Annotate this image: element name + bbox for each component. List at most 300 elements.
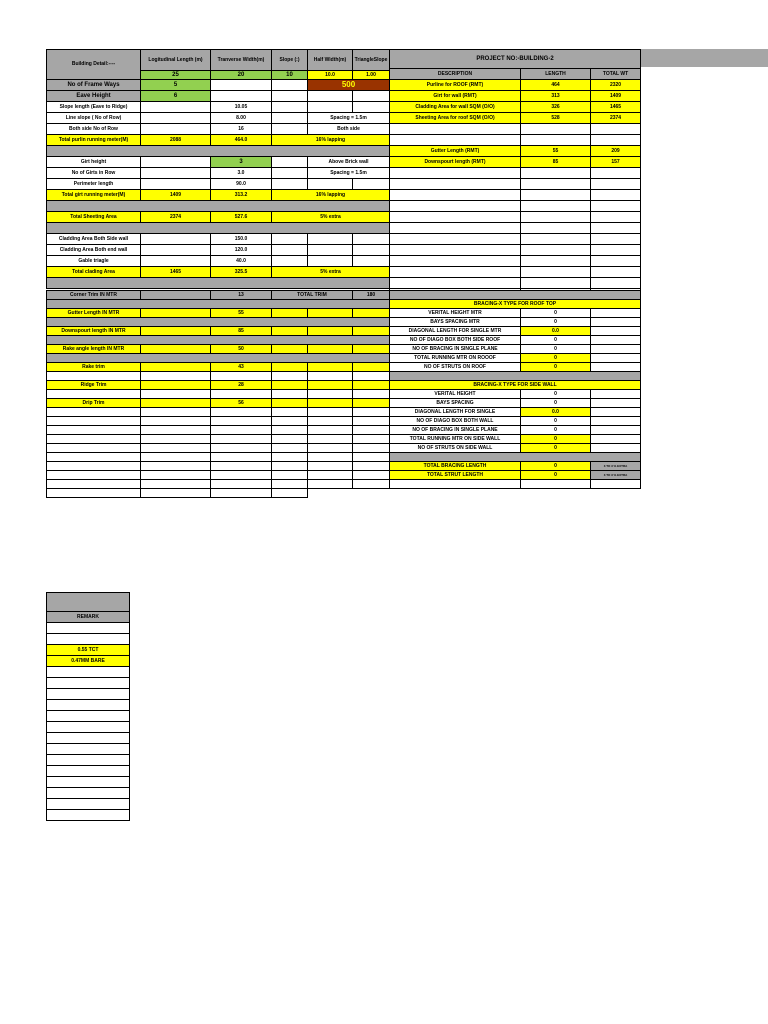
cell[interactable]: [521, 135, 591, 146]
cell[interactable]: [521, 480, 591, 489]
cell[interactable]: [591, 212, 641, 223]
cell[interactable]: [353, 462, 390, 471]
cell[interactable]: [591, 201, 641, 212]
girt-run-a[interactable]: 1409: [141, 190, 211, 201]
cell[interactable]: [591, 256, 641, 267]
cell[interactable]: [141, 417, 211, 426]
cell[interactable]: [141, 444, 211, 453]
remark-cell[interactable]: [47, 634, 130, 645]
separator-row: [47, 300, 390, 309]
cell[interactable]: [591, 444, 641, 453]
cell[interactable]: [353, 102, 390, 113]
cell[interactable]: [272, 399, 308, 408]
cell[interactable]: [390, 124, 521, 135]
row-desc: Sheeting Area for roof SQM (O/O): [390, 113, 521, 124]
cell[interactable]: [308, 471, 353, 480]
remark-item[interactable]: 0.55 TCT: [47, 645, 130, 656]
cell[interactable]: [353, 372, 390, 381]
cell[interactable]: [591, 408, 641, 417]
cell[interactable]: [272, 444, 308, 453]
purlin-note: 16% lapping: [272, 135, 390, 146]
bracing-wall-value[interactable]: 0: [521, 444, 591, 453]
sheeting-a[interactable]: 2374: [141, 212, 211, 223]
cell[interactable]: [141, 390, 211, 399]
cell[interactable]: [521, 179, 591, 190]
cell[interactable]: [47, 462, 141, 471]
cell[interactable]: [211, 91, 272, 102]
remark-cell[interactable]: [47, 810, 130, 821]
downspout-desc: Downspourt length (RMT): [390, 157, 521, 168]
cell[interactable]: [272, 471, 308, 480]
cell[interactable]: [353, 435, 390, 444]
cell[interactable]: [591, 278, 641, 289]
row-length[interactable]: 464: [521, 80, 591, 91]
cell[interactable]: [591, 179, 641, 190]
cell[interactable]: [272, 480, 308, 489]
cell[interactable]: [308, 381, 353, 390]
cell: [390, 291, 641, 300]
cell[interactable]: [272, 408, 308, 417]
bracing-roof-value[interactable]: 0.0: [521, 327, 591, 336]
cell[interactable]: [308, 91, 353, 102]
bracing-roof-value[interactable]: 0: [521, 336, 591, 345]
bracing-wall-value[interactable]: 0: [521, 435, 591, 444]
remark-cell[interactable]: [47, 777, 130, 788]
cell[interactable]: [353, 327, 390, 336]
cell[interactable]: [591, 354, 641, 363]
cell[interactable]: [141, 309, 211, 318]
cell[interactable]: [47, 453, 141, 462]
cell[interactable]: [141, 345, 211, 354]
bracing-roof-value[interactable]: 0: [521, 345, 591, 354]
total-bracing-value[interactable]: 0: [521, 462, 591, 471]
cell[interactable]: [390, 135, 521, 146]
cell[interactable]: [141, 462, 211, 471]
corner-trim-value[interactable]: 13: [211, 291, 272, 300]
cell[interactable]: [211, 426, 272, 435]
triangle-slope-value[interactable]: 1.00: [353, 71, 390, 80]
cell[interactable]: [272, 157, 308, 168]
cell[interactable]: [272, 234, 308, 245]
cell[interactable]: [141, 291, 211, 300]
cell[interactable]: [390, 201, 521, 212]
cell[interactable]: [141, 381, 211, 390]
cell[interactable]: [308, 417, 353, 426]
bracing-wall-value[interactable]: 0.0: [521, 408, 591, 417]
frame-ways-value[interactable]: 5: [141, 80, 211, 91]
cell[interactable]: [353, 453, 390, 462]
cell[interactable]: [141, 426, 211, 435]
clad-end-label: Cladding Area Both end wall: [47, 245, 141, 256]
cell[interactable]: [141, 480, 211, 489]
perimeter-value[interactable]: 90.0: [211, 179, 272, 190]
cell[interactable]: [390, 256, 521, 267]
cell[interactable]: [272, 113, 308, 124]
ridge-trim-label: Ridge Trim: [47, 381, 141, 390]
cell[interactable]: [591, 190, 641, 201]
cell[interactable]: [141, 453, 211, 462]
cell[interactable]: [141, 408, 211, 417]
cell[interactable]: [390, 245, 521, 256]
cell[interactable]: [141, 245, 211, 256]
cell[interactable]: [353, 345, 390, 354]
bracing-roof-value[interactable]: 0: [521, 318, 591, 327]
cell[interactable]: [308, 426, 353, 435]
cell[interactable]: [521, 234, 591, 245]
cell[interactable]: [521, 256, 591, 267]
cell[interactable]: [141, 168, 211, 179]
cell[interactable]: [521, 278, 591, 289]
cell[interactable]: [521, 124, 591, 135]
bracing-wall-value[interactable]: 0: [521, 417, 591, 426]
cell[interactable]: [390, 278, 521, 289]
cell[interactable]: [353, 444, 390, 453]
remark-cell[interactable]: [47, 766, 130, 777]
remark-cell[interactable]: [47, 700, 130, 711]
clad-side-value[interactable]: 150.0: [211, 234, 272, 245]
clad-total-label: Total clading Area: [47, 267, 141, 278]
cell[interactable]: [141, 234, 211, 245]
cell[interactable]: [211, 408, 272, 417]
cell[interactable]: [141, 399, 211, 408]
cell[interactable]: [591, 223, 641, 234]
cell: [390, 489, 521, 498]
bracing-roof-label: VERITAL HEIGHT MTR: [390, 309, 521, 318]
cell[interactable]: [308, 327, 353, 336]
girts-row-note: Spacing = 1.5m: [308, 168, 390, 179]
row-wt[interactable]: 1409: [591, 91, 641, 102]
cell[interactable]: [272, 426, 308, 435]
cell[interactable]: [591, 390, 641, 399]
cell[interactable]: [521, 201, 591, 212]
cell[interactable]: [591, 135, 641, 146]
gable-value[interactable]: 40.0: [211, 256, 272, 267]
cell[interactable]: [308, 309, 353, 318]
cell[interactable]: [211, 453, 272, 462]
cell[interactable]: [591, 309, 641, 318]
cell[interactable]: [308, 245, 353, 256]
cell[interactable]: [308, 408, 353, 417]
remark-header: REMARK: [47, 612, 130, 623]
cell[interactable]: [390, 179, 521, 190]
cell[interactable]: [272, 179, 308, 190]
remark-cell[interactable]: [47, 744, 130, 755]
cell[interactable]: [390, 480, 521, 489]
bracing-wall-value[interactable]: 0: [521, 399, 591, 408]
cell[interactable]: [521, 212, 591, 223]
cell[interactable]: [353, 417, 390, 426]
separator-row: [47, 201, 390, 212]
cell[interactable]: [141, 113, 211, 124]
gutter-trim-label: Gutter Length IN MTR: [47, 309, 141, 318]
line-slope-label: Line slope ( No of Row): [47, 113, 141, 124]
cell[interactable]: [308, 453, 353, 462]
cell[interactable]: [141, 489, 211, 498]
cell[interactable]: [272, 168, 308, 179]
remark-cell[interactable]: [47, 722, 130, 733]
cell[interactable]: [591, 426, 641, 435]
cell[interactable]: [141, 435, 211, 444]
cell[interactable]: [272, 102, 308, 113]
gutter-trim-value[interactable]: 55: [211, 309, 272, 318]
girts-row-label: No of Girts in Row: [47, 168, 141, 179]
line-slope-value[interactable]: 8.00: [211, 113, 272, 124]
total-trim-value[interactable]: 180: [353, 291, 390, 300]
cell[interactable]: [272, 381, 308, 390]
cell[interactable]: [141, 372, 211, 381]
cell[interactable]: [211, 390, 272, 399]
sheeting-b[interactable]: 527.6: [211, 212, 272, 223]
cell[interactable]: [353, 363, 390, 372]
width-value[interactable]: 20: [211, 71, 272, 80]
clad-side-label: Cladding Area Both Side wall: [47, 234, 141, 245]
gutter-wt[interactable]: 209: [591, 146, 641, 157]
cell[interactable]: [272, 363, 308, 372]
line-slope-note: Spacing = 1.5m: [308, 113, 390, 124]
cell[interactable]: [353, 179, 390, 190]
purlin-a[interactable]: 2088: [141, 135, 211, 146]
clad-end-value[interactable]: 120.0: [211, 245, 272, 256]
cell[interactable]: [390, 267, 521, 278]
cell[interactable]: [272, 256, 308, 267]
cell[interactable]: [272, 372, 308, 381]
cell[interactable]: [308, 435, 353, 444]
cell[interactable]: [353, 381, 390, 390]
cell[interactable]: [308, 256, 353, 267]
cell[interactable]: [353, 91, 390, 102]
cell[interactable]: [211, 489, 272, 498]
header-length: Logitudinal Length (m): [141, 50, 211, 71]
cell[interactable]: [353, 256, 390, 267]
row-wt[interactable]: 1465: [591, 102, 641, 113]
cell[interactable]: [47, 426, 141, 435]
frame-ways-extra[interactable]: 500: [308, 80, 390, 91]
sheeting-note: 5% extra: [272, 212, 390, 223]
cell[interactable]: [272, 489, 308, 498]
cell[interactable]: [591, 363, 641, 372]
downspout-wt[interactable]: 157: [591, 157, 641, 168]
cell[interactable]: [521, 245, 591, 256]
bracing-roof-value[interactable]: 0: [521, 354, 591, 363]
purlin-b[interactable]: 464.0: [211, 135, 272, 146]
gutter-desc: Gutter Length (RMT): [390, 146, 521, 157]
row-length[interactable]: 326: [521, 102, 591, 113]
half-width-value[interactable]: 10.0: [308, 71, 353, 80]
cell[interactable]: [591, 345, 641, 354]
bracing-wall-value[interactable]: 0: [521, 426, 591, 435]
cell[interactable]: [390, 234, 521, 245]
cell[interactable]: [272, 417, 308, 426]
row-wt[interactable]: 2320: [591, 80, 641, 91]
bracing-wall-value[interactable]: 0: [521, 390, 591, 399]
slope-value[interactable]: 10: [272, 71, 308, 80]
cell[interactable]: [47, 480, 141, 489]
bracing-roof-label: NO OF DIAGO BOX BOTH SIDE ROOF: [390, 336, 521, 345]
cell[interactable]: [211, 471, 272, 480]
remark-cell[interactable]: [47, 799, 130, 810]
cell[interactable]: [47, 435, 141, 444]
cell[interactable]: [521, 190, 591, 201]
cell[interactable]: [272, 435, 308, 444]
cell[interactable]: [141, 102, 211, 113]
cell[interactable]: [47, 390, 141, 399]
cell: [308, 489, 353, 498]
remark-cell[interactable]: [47, 788, 130, 799]
row-length[interactable]: 528: [521, 113, 591, 124]
frame-ways-label: No of Frame Ways: [47, 80, 141, 91]
total-strut-value[interactable]: 0: [521, 471, 591, 480]
cell[interactable]: [353, 408, 390, 417]
project-title: PROJECT NO:-BUILDING-2: [390, 50, 641, 69]
remark-cell[interactable]: [47, 689, 130, 700]
cell[interactable]: [591, 327, 641, 336]
cell[interactable]: [272, 327, 308, 336]
cell[interactable]: [211, 480, 272, 489]
cell[interactable]: [308, 234, 353, 245]
cell[interactable]: [308, 390, 353, 399]
separator-row: [47, 318, 390, 327]
cell[interactable]: [141, 124, 211, 135]
cell[interactable]: [272, 390, 308, 399]
cell[interactable]: [47, 408, 141, 417]
row-wt[interactable]: 2374: [591, 113, 641, 124]
cell[interactable]: [272, 309, 308, 318]
cell[interactable]: [353, 426, 390, 435]
cell[interactable]: [390, 168, 521, 179]
ridge-trim-value[interactable]: 28: [211, 381, 272, 390]
downspout-length[interactable]: 85: [521, 157, 591, 168]
cell[interactable]: [353, 245, 390, 256]
cell[interactable]: [591, 399, 641, 408]
bracing-roof-value[interactable]: 0: [521, 363, 591, 372]
cell[interactable]: [353, 399, 390, 408]
cell[interactable]: [521, 168, 591, 179]
cell[interactable]: [272, 345, 308, 354]
cell[interactable]: [211, 372, 272, 381]
rake-trim-value[interactable]: 43: [211, 363, 272, 372]
cell[interactable]: [353, 480, 390, 489]
separator-row: [47, 278, 390, 289]
cell[interactable]: [353, 390, 390, 399]
downspout-trim-value[interactable]: 85: [211, 327, 272, 336]
cell[interactable]: [353, 234, 390, 245]
length-value[interactable]: 25: [141, 71, 211, 80]
cell[interactable]: [272, 91, 308, 102]
cell[interactable]: [591, 234, 641, 245]
cell[interactable]: [308, 480, 353, 489]
separator-row: [47, 223, 390, 234]
cell[interactable]: [390, 212, 521, 223]
cell[interactable]: [47, 417, 141, 426]
cell[interactable]: [521, 267, 591, 278]
cell[interactable]: [141, 179, 211, 190]
slope-length-value[interactable]: 10.05: [211, 102, 272, 113]
rake-angle-value[interactable]: 50: [211, 345, 272, 354]
trim-bracing-table: [46, 290, 641, 498]
cell[interactable]: [308, 363, 353, 372]
cell[interactable]: [211, 80, 272, 91]
header-triangle-slope: TriangleSlope: [353, 50, 390, 71]
remark-item[interactable]: 0.47MM BARE: [47, 656, 130, 667]
cell[interactable]: [591, 168, 641, 179]
building-detail-title: Building Detail:----: [47, 50, 141, 80]
girt-height-value[interactable]: 3: [211, 157, 272, 168]
cell[interactable]: [272, 462, 308, 471]
cell[interactable]: [272, 245, 308, 256]
clad-total-b[interactable]: 325.5: [211, 267, 272, 278]
cell[interactable]: [591, 318, 641, 327]
cell[interactable]: [308, 399, 353, 408]
cell[interactable]: [591, 435, 641, 444]
remark-cell[interactable]: [47, 733, 130, 744]
remark-cell[interactable]: [47, 667, 130, 678]
both-side-value[interactable]: 16: [211, 124, 272, 135]
cell[interactable]: [591, 267, 641, 278]
cell[interactable]: [353, 471, 390, 480]
cell[interactable]: [272, 453, 308, 462]
girts-row-value[interactable]: 3.0: [211, 168, 272, 179]
eave-height-value[interactable]: 6: [141, 91, 211, 102]
bracing-roof-value[interactable]: 0: [521, 309, 591, 318]
remark-cell[interactable]: [47, 711, 130, 722]
cell[interactable]: [390, 223, 521, 234]
cell[interactable]: [141, 471, 211, 480]
clad-total-a[interactable]: 1465: [141, 267, 211, 278]
cell[interactable]: [591, 245, 641, 256]
cell[interactable]: [308, 372, 353, 381]
gable-label: Gable triagle: [47, 256, 141, 267]
bracing-wall-label: NO OF DIAGO BOX BOTH WALL: [390, 417, 521, 426]
cell[interactable]: [308, 102, 353, 113]
cell[interactable]: [521, 223, 591, 234]
cell[interactable]: [272, 124, 308, 135]
total-strut-note: 3 TO 3 % EXTRA: [591, 471, 641, 480]
remark-cell[interactable]: [47, 755, 130, 766]
cell[interactable]: [47, 489, 141, 498]
remark-cell[interactable]: [47, 623, 130, 634]
cell[interactable]: [353, 309, 390, 318]
cell[interactable]: [141, 363, 211, 372]
cell[interactable]: [591, 336, 641, 345]
cell[interactable]: [308, 444, 353, 453]
cell[interactable]: [47, 444, 141, 453]
cell[interactable]: [308, 462, 353, 471]
cell[interactable]: [308, 345, 353, 354]
cell[interactable]: [211, 417, 272, 426]
cell[interactable]: [308, 179, 353, 190]
gutter-length[interactable]: 55: [521, 146, 591, 157]
cell[interactable]: [591, 124, 641, 135]
cell[interactable]: [591, 417, 641, 426]
cell[interactable]: [141, 157, 211, 168]
cell[interactable]: [47, 471, 141, 480]
cell[interactable]: [141, 256, 211, 267]
cell[interactable]: [390, 190, 521, 201]
cell[interactable]: [272, 80, 308, 91]
cell[interactable]: [211, 435, 272, 444]
bracing-wall-label: TOTAL RUNNING MTR ON SIDE WALL: [390, 435, 521, 444]
cell[interactable]: [211, 462, 272, 471]
remark-cell[interactable]: [47, 678, 130, 689]
row-length[interactable]: 313: [521, 91, 591, 102]
drip-trim-value[interactable]: 56: [211, 399, 272, 408]
cell[interactable]: [141, 327, 211, 336]
cell[interactable]: [211, 444, 272, 453]
girt-run-b[interactable]: 313.2: [211, 190, 272, 201]
cell[interactable]: [47, 372, 141, 381]
cell[interactable]: [591, 480, 641, 489]
separator-row: [47, 146, 390, 157]
